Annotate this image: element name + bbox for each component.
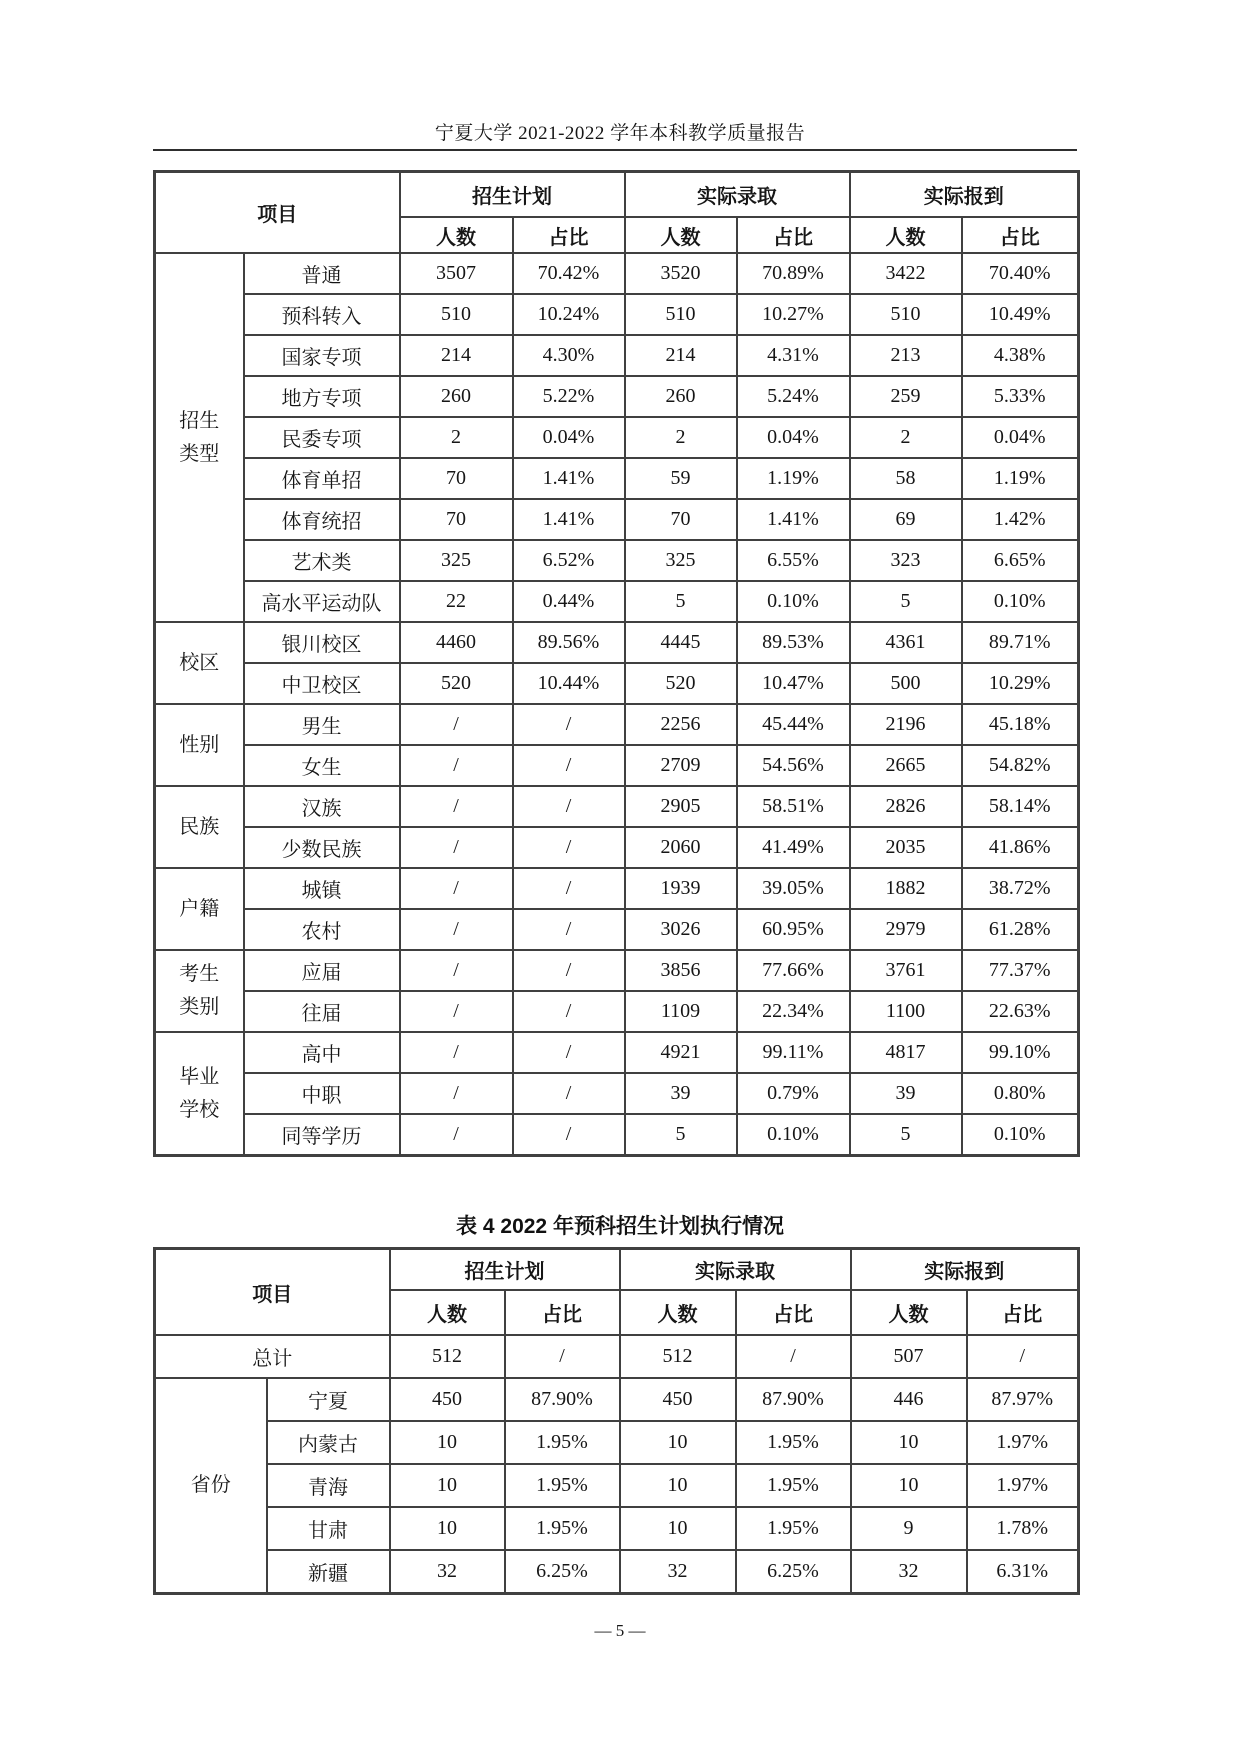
group-label-cell [155,253,244,622]
value-cell: 60.95% [737,909,850,950]
value-cell: 70 [400,458,513,499]
value-cell: 4.38% [962,335,1079,376]
group-label-cell [155,868,244,950]
value-cell: 6.25% [736,1550,851,1594]
value-cell: 10.44% [513,663,625,704]
row-label-cell: 青海 [267,1464,390,1507]
value-cell: 38.72% [962,868,1079,909]
col-header-pct: 占比 [737,217,850,253]
row-label-cell: 中职 [244,1073,400,1114]
value-cell: 6.65% [962,540,1079,581]
col-header-num: 人数 [850,217,962,253]
value-cell: / [400,704,513,745]
table-row [155,335,1079,376]
value-cell: 10 [620,1421,736,1464]
col-header-num: 人数 [400,217,513,253]
value-cell: 0.80% [962,1073,1079,1114]
value-cell: / [400,745,513,786]
table-row [155,1032,1079,1073]
value-cell: 1.41% [513,458,625,499]
value-cell: 54.56% [737,745,850,786]
value-cell: 6.52% [513,540,625,581]
value-cell: 2 [625,417,737,458]
value-cell: 22 [400,581,513,622]
group-label: 性别 [179,733,220,756]
header-rule [153,149,1077,151]
value-cell: 87.90% [505,1378,620,1421]
table-row [155,1550,1079,1594]
col-header-item: 项目 [155,1249,390,1336]
value-cell: 260 [625,376,737,417]
value-cell: 0.44% [513,581,625,622]
value-cell: 4.30% [513,335,625,376]
value-cell: 3507 [400,253,513,294]
value-cell: 1109 [625,991,737,1032]
table-row [155,786,1079,827]
value-cell: 6.31% [967,1550,1079,1594]
value-cell: 512 [620,1335,736,1378]
value-cell: 99.11% [737,1032,850,1073]
row-label-cell: 体育统招 [244,499,400,540]
value-cell: 213 [850,335,962,376]
value-cell: 0.10% [737,1114,850,1156]
value-cell: 70.42% [513,253,625,294]
row-label-cell: 银川校区 [244,622,400,663]
value-cell: 10 [620,1464,736,1507]
value-cell: 10.24% [513,294,625,335]
value-cell: 70 [625,499,737,540]
group-label: 省份 [190,1474,231,1496]
table-row [155,458,1079,499]
value-cell: 0.79% [737,1073,850,1114]
value-cell: 2665 [850,745,962,786]
value-cell: / [513,1114,625,1156]
value-cell: 10 [851,1464,967,1507]
table-row [155,868,1079,909]
col-header-pct: 占比 [967,1290,1079,1335]
value-cell: 10.49% [962,294,1079,335]
value-cell: 6.25% [505,1550,620,1594]
col-header-num: 人数 [625,217,737,253]
value-cell: 446 [851,1378,967,1421]
value-cell: 10.29% [962,663,1079,704]
value-cell: / [513,745,625,786]
value-cell: 1.41% [513,499,625,540]
col-header-reported: 实际报到 [850,172,1079,218]
value-cell: / [513,868,625,909]
value-cell: 507 [851,1335,967,1378]
value-cell: 9 [851,1507,967,1550]
value-cell: 1.19% [962,458,1079,499]
table-row [155,581,1079,622]
value-cell: 41.49% [737,827,850,868]
value-cell: / [513,1032,625,1073]
table-row [155,745,1079,786]
group-label-cell [155,786,244,868]
row-label-cell: 农村 [244,909,400,950]
group-label-cell [155,950,244,1032]
value-cell: 260 [400,376,513,417]
value-cell: 323 [850,540,962,581]
value-cell: 4921 [625,1032,737,1073]
value-cell: 325 [400,540,513,581]
value-cell: 1882 [850,868,962,909]
value-cell: 5 [625,581,737,622]
value-cell: 3856 [625,950,737,991]
group-label: 考生类别 [179,963,220,1018]
value-cell: 2905 [625,786,737,827]
value-cell: 2826 [850,786,962,827]
value-cell: 1.95% [736,1421,851,1464]
table-row [155,1073,1079,1114]
value-cell: 450 [620,1378,736,1421]
enrollment-summary-table [153,170,1080,1157]
table-row [155,991,1079,1032]
table-row [155,622,1079,663]
value-cell: 4445 [625,622,737,663]
table-row [155,499,1079,540]
row-label-cell: 应届 [244,950,400,991]
group-label-cell [155,1032,244,1156]
value-cell: 510 [400,294,513,335]
value-cell: 0.04% [962,417,1079,458]
table-row [155,1464,1079,1507]
value-cell: 1.19% [737,458,850,499]
value-cell: 4.31% [737,335,850,376]
value-cell: / [400,1114,513,1156]
row-label-cell: 宁夏 [267,1378,390,1421]
value-cell: 1.95% [736,1464,851,1507]
col-header-admitted: 实际录取 [625,172,850,218]
value-cell: 2035 [850,827,962,868]
page-number: — 5 — [594,1621,646,1640]
row-label-cell: 中卫校区 [244,663,400,704]
value-cell: 5 [850,581,962,622]
value-cell: 58.51% [737,786,850,827]
row-label-cell: 高水平运动队 [244,581,400,622]
row-label-cell: 新疆 [267,1550,390,1594]
value-cell: 32 [620,1550,736,1594]
value-cell: 10 [390,1507,505,1550]
value-cell: 39.05% [737,868,850,909]
page-title: 宁夏大学 2021-2022 学年本科教学质量报告 [434,123,806,144]
value-cell: 10 [620,1507,736,1550]
value-cell: 89.56% [513,622,625,663]
group-label-cell [155,1378,267,1594]
value-cell: 6.55% [737,540,850,581]
value-cell: 450 [390,1378,505,1421]
value-cell: 0.04% [737,417,850,458]
col-header-pct: 占比 [736,1290,851,1335]
group-label: 民族 [179,815,220,838]
col-header-num: 人数 [851,1290,967,1335]
row-label-cell: 少数民族 [244,827,400,868]
value-cell: 2060 [625,827,737,868]
value-cell: 39 [625,1073,737,1114]
row-label-cell: 民委专项 [244,417,400,458]
group-label: 毕业学校 [179,1065,220,1121]
row-label-cell: 同等学历 [244,1114,400,1156]
row-label-cell: 体育单招 [244,458,400,499]
value-cell: 10 [390,1421,505,1464]
value-cell: 70 [400,499,513,540]
value-cell: 10.27% [737,294,850,335]
row-label-cell: 地方专项 [244,376,400,417]
value-cell: 10 [390,1464,505,1507]
row-label-cell: 汉族 [244,786,400,827]
value-cell: / [967,1335,1079,1378]
value-cell: 10 [851,1421,967,1464]
preparatory-plan-table [153,1247,1080,1595]
value-cell: 1.78% [967,1507,1079,1550]
value-cell: 10.47% [737,663,850,704]
col-header-pct: 占比 [513,217,625,253]
table-row [155,663,1079,704]
value-cell: 214 [400,335,513,376]
table-row [155,376,1079,417]
value-cell: 58.14% [962,786,1079,827]
table-row [155,253,1079,294]
value-cell: / [400,909,513,950]
value-cell: 39 [850,1073,962,1114]
value-cell: 2709 [625,745,737,786]
value-cell: 3520 [625,253,737,294]
value-cell: 70.89% [737,253,850,294]
table-row [155,909,1079,950]
value-cell: 2256 [625,704,737,745]
value-cell: / [400,950,513,991]
value-cell: 1.41% [737,499,850,540]
col-header-reported: 实际报到 [851,1249,1079,1291]
value-cell: 99.10% [962,1032,1079,1073]
value-cell: / [513,950,625,991]
value-cell: 1.97% [967,1421,1079,1464]
value-cell: / [736,1335,851,1378]
table-row [155,1114,1079,1156]
col-header-plan: 招生计划 [400,172,625,218]
col-header-item: 项目 [155,172,400,254]
value-cell: 2 [400,417,513,458]
value-cell: 5.22% [513,376,625,417]
col-header-pct: 占比 [962,217,1079,253]
col-header-admitted: 实际录取 [620,1249,851,1291]
row-label-cell: 预科转入 [244,294,400,335]
value-cell: 3422 [850,253,962,294]
value-cell: 59 [625,458,737,499]
value-cell: / [400,1032,513,1073]
table-row [155,1421,1079,1464]
value-cell: / [513,1073,625,1114]
value-cell: / [400,868,513,909]
value-cell: 77.66% [737,950,850,991]
row-label-cell: 普通 [244,253,400,294]
value-cell: 1.42% [962,499,1079,540]
value-cell: 22.63% [962,991,1079,1032]
value-cell: 510 [625,294,737,335]
value-cell: 1100 [850,991,962,1032]
table-row [155,417,1079,458]
group-label: 招生类型 [179,409,220,465]
value-cell: / [513,786,625,827]
value-cell: 32 [390,1550,505,1594]
value-cell: 2979 [850,909,962,950]
value-cell: 69 [850,499,962,540]
value-cell: 70.40% [962,253,1079,294]
value-cell: 61.28% [962,909,1079,950]
value-cell: 5 [850,1114,962,1156]
value-cell: 1.95% [505,1421,620,1464]
table-row [155,827,1079,868]
col-header-plan: 招生计划 [390,1249,620,1291]
value-cell: 5.24% [737,376,850,417]
table-row [155,1378,1079,1421]
row-label-cell: 城镇 [244,868,400,909]
value-cell: / [513,991,625,1032]
value-cell: 77.37% [962,950,1079,991]
value-cell: 214 [625,335,737,376]
value-cell: 0.10% [962,581,1079,622]
value-cell: 54.82% [962,745,1079,786]
table-row [155,950,1079,991]
value-cell: 87.90% [736,1378,851,1421]
row-label-cell: 女生 [244,745,400,786]
value-cell: 2 [850,417,962,458]
value-cell: / [400,991,513,1032]
value-cell: 0.04% [513,417,625,458]
value-cell: 45.18% [962,704,1079,745]
group-label-cell [155,622,244,704]
value-cell: / [505,1335,620,1378]
value-cell: 32 [851,1550,967,1594]
row-label-cell: 男生 [244,704,400,745]
value-cell: 5 [625,1114,737,1156]
row-label-cell: 内蒙古 [267,1421,390,1464]
row-label-cell: 国家专项 [244,335,400,376]
table-row [155,1507,1079,1550]
value-cell: 4460 [400,622,513,663]
group-label-cell [155,704,244,786]
col-header-num: 人数 [620,1290,736,1335]
col-header-pct: 占比 [505,1290,620,1335]
value-cell: 4361 [850,622,962,663]
row-label-cell: 往届 [244,991,400,1032]
value-cell: 3761 [850,950,962,991]
value-cell: 259 [850,376,962,417]
value-cell: / [400,1073,513,1114]
value-cell: / [400,786,513,827]
table-row [155,704,1079,745]
value-cell: 87.97% [967,1378,1079,1421]
value-cell: 520 [625,663,737,704]
value-cell: 2196 [850,704,962,745]
value-cell: 1.97% [967,1464,1079,1507]
value-cell: 89.53% [737,622,850,663]
value-cell: 325 [625,540,737,581]
value-cell: / [513,909,625,950]
value-cell: 22.34% [737,991,850,1032]
group-label: 校区 [179,651,220,674]
value-cell: 1939 [625,868,737,909]
value-cell: 45.44% [737,704,850,745]
value-cell: 41.86% [962,827,1079,868]
table2-caption: 表 4 2022 年预科招生计划执行情况 [456,1215,784,1238]
value-cell: / [513,827,625,868]
row-label-cell: 高中 [244,1032,400,1073]
value-cell: 5.33% [962,376,1079,417]
table-row-total [155,1335,1079,1378]
row-label-cell: 总计 [155,1335,390,1378]
value-cell: / [400,827,513,868]
value-cell: 89.71% [962,622,1079,663]
col-header-num: 人数 [390,1290,505,1335]
value-cell: 0.10% [737,581,850,622]
value-cell: 58 [850,458,962,499]
row-label-cell: 甘肃 [267,1507,390,1550]
table-row [155,294,1079,335]
value-cell: 3026 [625,909,737,950]
group-label: 户籍 [179,897,220,920]
value-cell: 512 [390,1335,505,1378]
value-cell: 520 [400,663,513,704]
value-cell: 510 [850,294,962,335]
value-cell: 1.95% [736,1507,851,1550]
table-row [155,540,1079,581]
value-cell: 1.95% [505,1464,620,1507]
row-label-cell: 艺术类 [244,540,400,581]
value-cell: 1.95% [505,1507,620,1550]
value-cell: 500 [850,663,962,704]
value-cell: / [513,704,625,745]
value-cell: 4817 [850,1032,962,1073]
value-cell: 0.10% [962,1114,1079,1156]
